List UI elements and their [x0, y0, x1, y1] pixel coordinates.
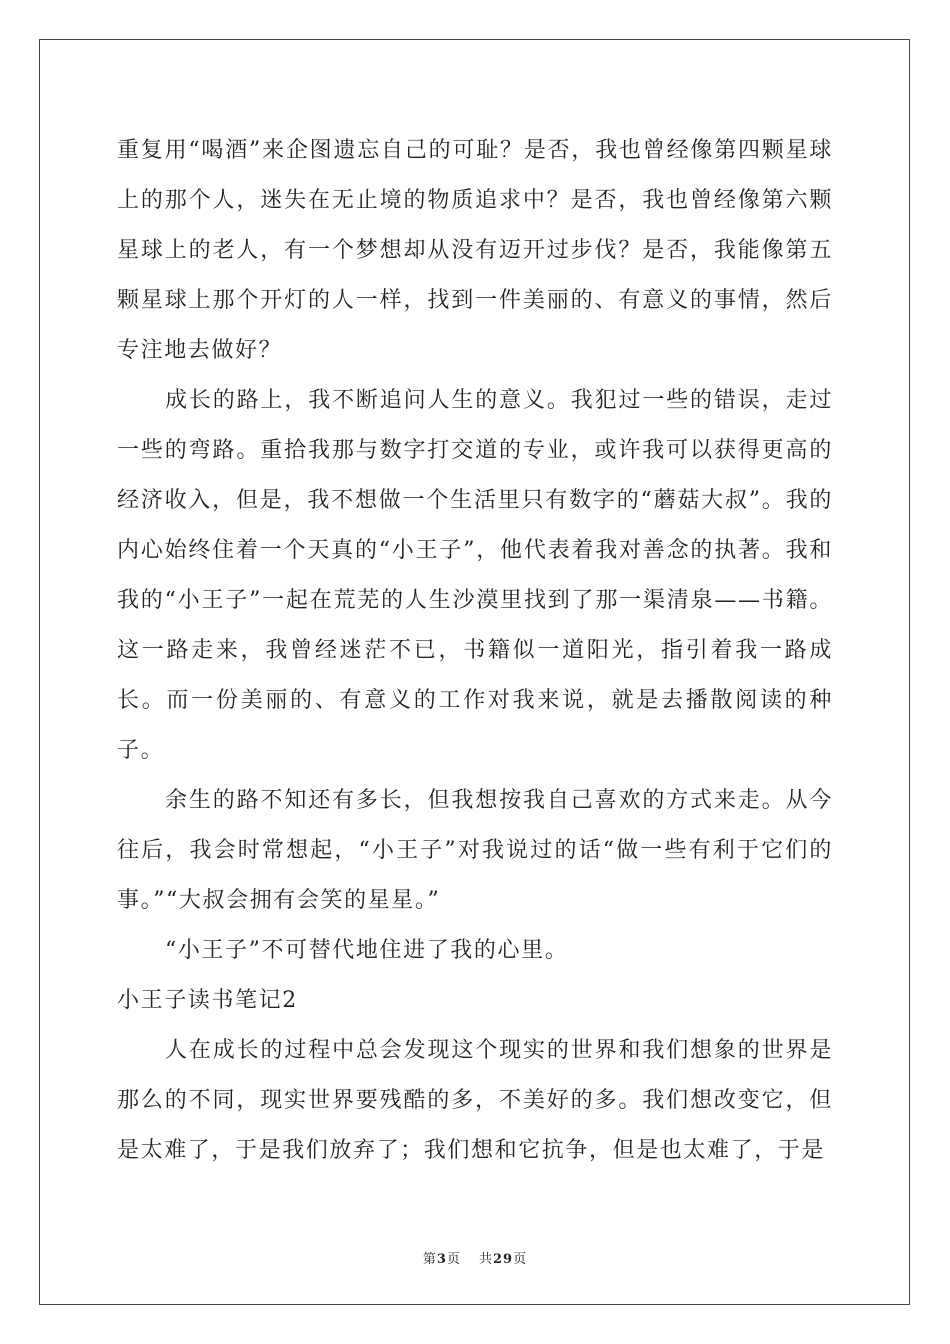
section-title: 小王子读书笔记2: [117, 988, 298, 1013]
section-paragraph: 人在成长的过程中总会发现这个现实的世界和我们想象的世界是那么的不同，现实世界要残酷的多，不美好的多。我们想改变它，但是太难了，于是我们放弃了；我们想和它抗争，但是也太难了，于是: [117, 1038, 833, 1163]
page-number: 3: [436, 1252, 447, 1267]
paragraph-future: 余生的路不知还有多长，但我想按我自己喜欢的方式来走。从今往后，我会时常想起，“小王子”对我说过的话“做一些有利于它们的事。”“大叔会拥有会笑的星星。”: [117, 788, 833, 913]
paragraph-continued: 重复用“喝酒”来企图遗忘自己的可耻？是否，我也曾经像第四颗星球上的那个人，迷失在无止境的物质追求中？是否，我也曾经像第六颗星球上的老人，有一个梦想却从没有迈开过步伐？是否，我能像第五颗星球上那个开灯的人一样，找到一件美丽的、有意义的事情，然后专注地去做好？: [117, 138, 833, 363]
page-prefix: 第: [422, 1252, 437, 1267]
page-suffix: 页: [446, 1252, 461, 1267]
document-body: [117, 126, 833, 1176]
paragraph-growth: 成长的路上，我不断追问人生的意义。我犯过一些的错误，走过一些的弯路。重拾我那与数字打交道的专业，或许我可以获得更高的经济收入，但是，我不想做一个生活里只有数字的“蘑菇大叔”。我的内心始终住着一个天真的“小王子”，他代表着我对善念的执著。我和我的“小王子”一起在荒芜的人生沙漠里找到了那一渠清泉——书籍。这一路走来，我曾经迷茫不已，书籍似一道阳光，指引着我一路成长。而一份美丽的、有意义的工作对我来说，就是去播散阅读的种子。: [117, 388, 833, 763]
page-footer: [0, 1248, 950, 1267]
total-prefix: 共: [478, 1252, 493, 1267]
paragraph-closing: “小王子”不可替代地住进了我的心里。: [165, 938, 569, 963]
total-pages: 29: [492, 1252, 514, 1267]
total-suffix: 页: [513, 1252, 528, 1267]
